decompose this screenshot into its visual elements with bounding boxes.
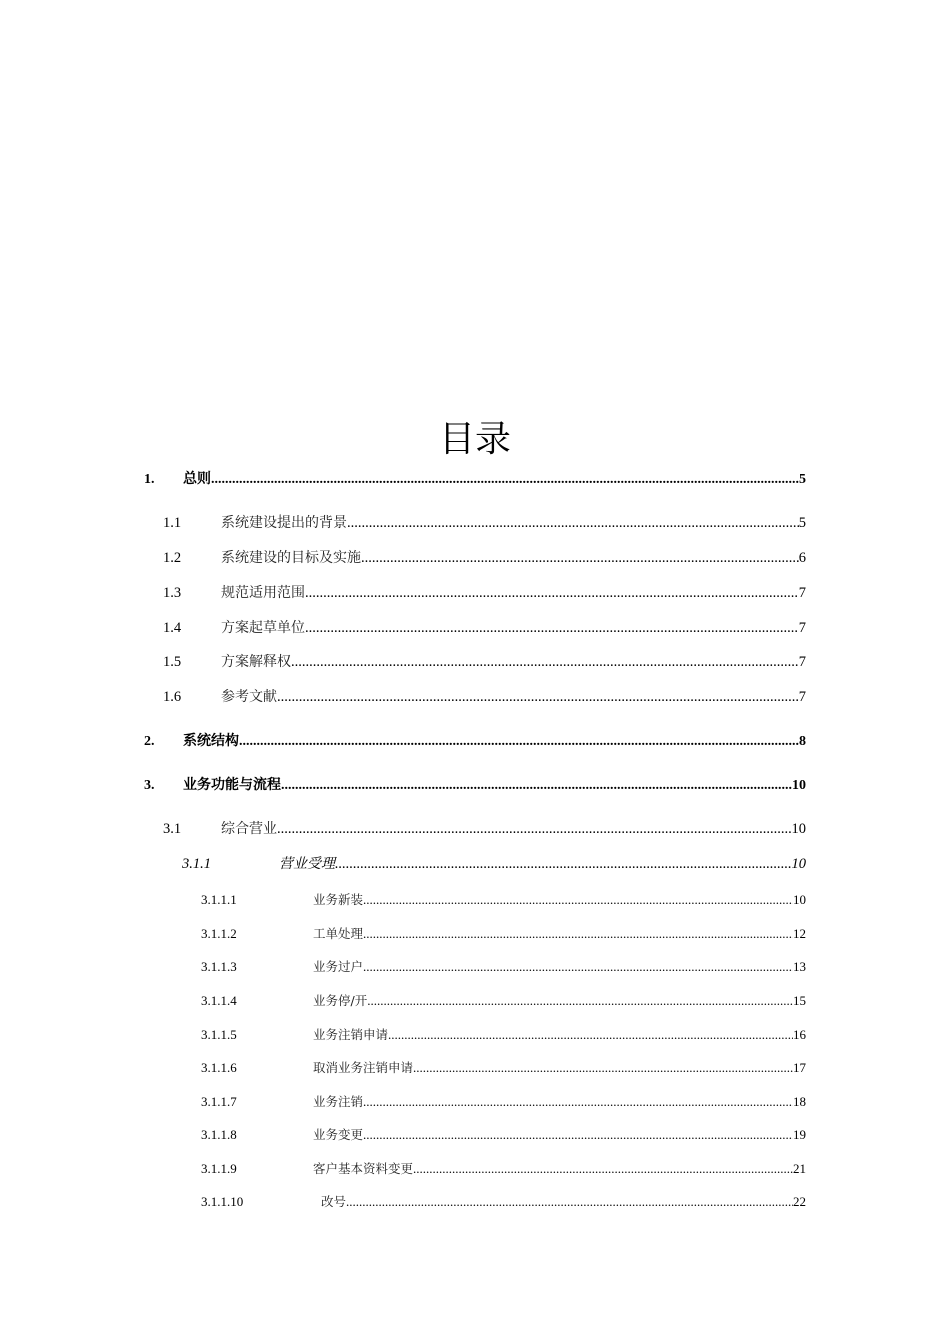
toc-entry-title: 系统结构 [183,733,239,749]
toc-entry-number: 1.5 [163,654,182,670]
toc-entry-title: 综合营业 [221,821,277,837]
toc-entry-page: 10 [791,856,806,872]
toc-entry[interactable] [0,888,806,912]
toc-entry[interactable] [0,730,806,754]
dot-leader [367,993,793,1009]
dot-leader [346,1194,793,1210]
toc-entry-number: 3.1.1.6 [201,1060,237,1075]
dot-leader [363,892,793,908]
dot-leader [211,472,799,488]
toc-entry[interactable] [0,989,806,1013]
toc-entry-page: 8 [799,734,806,749]
toc-entry-title: 业务新装 [313,892,364,907]
dot-leader [305,585,799,602]
toc-entry[interactable] [0,922,806,946]
toc-entry-number: 3.1.1 [182,856,211,872]
toc-entry[interactable] [0,512,806,536]
toc-entry-title: 系统建设提出的背景 [221,515,347,531]
toc-entry-number: 3.1 [163,821,182,837]
dot-leader [388,1027,793,1043]
toc-entry-page: 18 [793,1094,806,1109]
toc-entry[interactable] [0,853,806,877]
toc-entry-number: 3. [144,778,155,793]
dot-leader [305,620,799,637]
toc-entry-number: 1.2 [163,550,182,566]
toc-entry-page: 5 [799,472,806,487]
dot-leader [347,515,799,532]
toc-entry-title: 营业受理 [279,856,335,872]
toc-entry[interactable] [0,955,806,979]
toc-entry-title: 客户基本资料变更 [313,1161,414,1176]
toc-entry-title: 业务注销申请 [313,1027,389,1042]
toc-entry-title: 业务功能与流程 [183,777,281,793]
toc-entry[interactable] [0,1056,806,1080]
toc-entry-number: 1. [144,472,155,487]
toc-entry-page: 15 [793,993,806,1008]
toc-entry-title: 总则 [183,471,211,487]
toc-entry-title: 方案解释权 [221,654,291,670]
toc-entry-number: 1.1 [163,515,182,531]
toc-entry-number: 3.1.1.2 [201,926,237,941]
dot-leader [291,654,799,671]
toc-entry-title: 业务注销 [313,1094,364,1109]
toc-entry-title: 取消业务注销申请 [313,1060,414,1075]
toc-entry[interactable] [0,1123,806,1147]
toc-entry-page: 22 [793,1194,806,1209]
toc-entry-number: 3.1.1.4 [201,993,237,1008]
toc-entry-title: 系统建设的目标及实施 [221,550,361,566]
dot-leader [277,689,799,706]
toc-entry[interactable] [0,1090,806,1114]
toc-entry-number: 3.1.1.1 [201,892,237,907]
toc-entry[interactable] [0,1157,806,1181]
dot-leader [363,926,793,942]
toc-entry-page: 7 [798,654,806,670]
toc-entry[interactable] [0,774,806,798]
toc-entry-page: 5 [798,515,806,531]
toc-entry-title: 业务停/开 [313,993,368,1008]
toc-entry-page: 13 [793,959,806,974]
dot-leader [413,1060,793,1076]
toc-entry-title: 方案起草单位 [221,620,305,636]
toc-entry[interactable] [0,686,806,710]
dot-leader [281,778,792,794]
toc-entry-title: 业务变更 [313,1127,364,1142]
toc-entry[interactable] [0,582,806,606]
toc-entry[interactable] [0,818,806,842]
toc-entry-page: 17 [793,1060,806,1075]
dot-leader [335,856,792,873]
toc-entry-page: 12 [793,926,806,941]
toc-entry-title: 规范适用范围 [221,585,305,601]
toc-entry[interactable] [0,617,806,641]
toc-entry[interactable] [0,468,806,492]
toc-entry-page: 21 [793,1161,806,1176]
toc-entry-page: 7 [798,585,806,601]
toc-entry-number: 3.1.1.8 [201,1127,237,1142]
toc-entry-page: 10 [793,892,806,907]
toc-entry[interactable] [0,651,806,675]
page-title: 目录 [438,419,511,461]
toc-entry[interactable] [0,1023,806,1047]
dot-leader [277,821,792,838]
dot-leader [363,1127,793,1143]
toc-entry[interactable] [0,547,806,571]
dot-leader [361,550,799,567]
toc-entry-page: 19 [793,1127,806,1142]
toc-entry-title: 业务过户 [313,959,364,974]
toc-entry-page: 7 [798,689,806,705]
toc-entry-number: 3.1.1.9 [201,1161,237,1176]
toc-entry-number: 3.1.1.5 [201,1027,237,1042]
toc-entry-number: 3.1.1.3 [201,959,237,974]
dot-leader [413,1161,793,1177]
dot-leader [363,959,793,975]
toc-entry-number: 2. [144,734,155,749]
toc-entry-page: 16 [793,1027,806,1042]
toc-entry-number: 1.4 [163,620,182,636]
dot-leader [363,1094,793,1110]
toc-entry-title: 工单处理 [313,926,364,941]
dot-leader [239,734,799,750]
toc-entry-title: 改号 [321,1194,347,1209]
toc-entry-page: 6 [798,550,806,566]
toc-entry-number: 3.1.1.7 [201,1094,237,1109]
toc-entry[interactable] [0,1190,806,1214]
toc-entry-page: 10 [792,778,806,793]
toc-entry-number: 1.3 [163,585,182,601]
toc-entry-number: 3.1.1.10 [201,1194,244,1209]
toc-entry-page: 7 [798,620,806,636]
toc-entry-page: 10 [791,821,806,837]
toc-entry-number: 1.6 [163,689,182,705]
toc-entry-title: 参考文献 [221,689,277,705]
